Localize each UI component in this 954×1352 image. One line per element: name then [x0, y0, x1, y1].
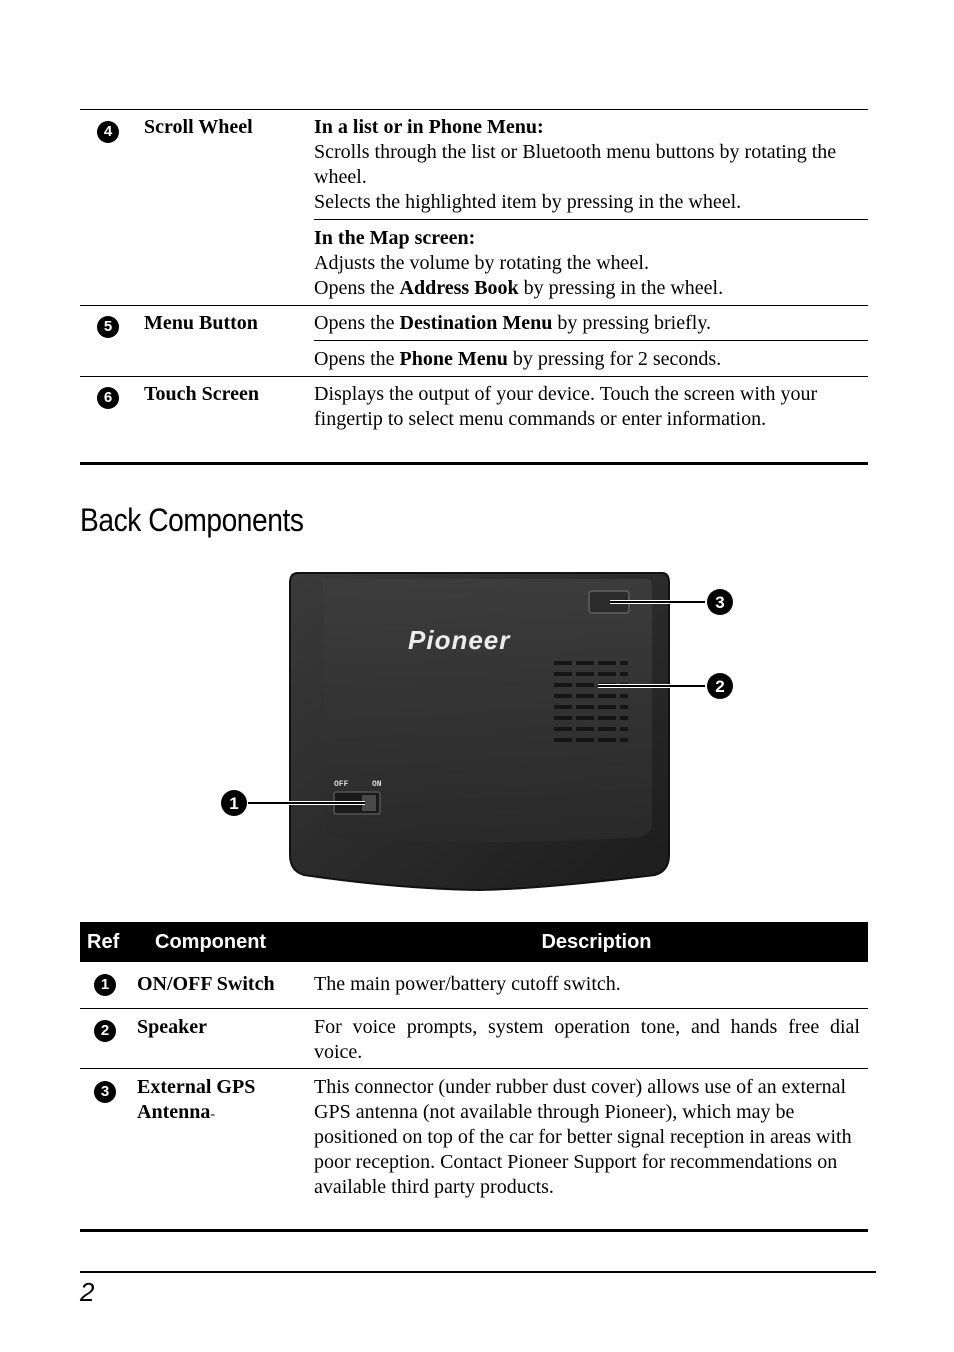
pioneer-logo: Pioneer [408, 625, 511, 655]
header-ref: Ref [87, 930, 120, 953]
switch-off-label: OFF [334, 780, 349, 789]
description-cell [314, 341, 868, 376]
section-heading: Back Components [80, 502, 304, 538]
table-bottom-rule [80, 462, 868, 465]
number-badge-icon: 1 [94, 974, 116, 996]
callout-number: 3 [715, 593, 725, 612]
device-back-illustration [200, 565, 760, 895]
switch-on-label: ON [372, 780, 382, 789]
device-back-figure [200, 565, 760, 895]
description-lead: In a list or in Phone Menu: [314, 116, 544, 138]
component-name: ON/OFF Switch [137, 973, 275, 995]
description-cell: For voice prompts, system operation tone, and hands free dial voice. [314, 1016, 860, 1063]
table-row [80, 305, 868, 376]
table-row [80, 1069, 868, 1229]
table-header-row [80, 922, 868, 962]
description-text: by pressing briefly. [552, 312, 712, 334]
component-name: Touch Screen [144, 383, 260, 405]
component-name [137, 1069, 314, 1229]
description-cell [314, 220, 868, 305]
front-components-table-continued [80, 109, 868, 462]
description-bold: Address Book [399, 277, 519, 299]
component-name-text: External GPS Antenna [137, 1076, 256, 1123]
number-badge-icon: 2 [94, 1020, 116, 1042]
component-name: Speaker [137, 1016, 207, 1038]
header-component: Component [155, 930, 267, 953]
description-text: by pressing in the wheel. [518, 277, 724, 299]
page-number: 2 [80, 1277, 95, 1307]
description-bold: Destination Menu [399, 312, 553, 334]
description-text: by pressing for 2 seconds. [507, 348, 722, 370]
table-row [80, 376, 868, 462]
number-badge-icon: 4 [97, 121, 119, 143]
table-row [80, 109, 868, 305]
description-lead: In the Map screen: [314, 227, 476, 249]
description-cell: The main power/battery cutoff switch. [314, 973, 621, 995]
component-name: Menu Button [144, 312, 258, 334]
description-cell: This connector (under rubber dust cover) allows use of an external GPS antenna (not available through Pioneer), which may be positioned on top of the car for better signal reception in areas with poor reception. Contact Pioneer Support for recommendations on available third party products. [314, 1076, 852, 1198]
description-text: Opens the [314, 277, 400, 299]
callout-number: 1 [229, 794, 239, 813]
description-bold: Phone Menu [399, 348, 508, 370]
description-line: Selects the highlighted item by pressing in the wheel. [314, 191, 742, 213]
table-row [80, 962, 868, 1008]
table-bottom-rule [80, 1229, 868, 1232]
description-line: Scrolls through the list or Bluetooth menu buttons by rotating the wheel. [314, 141, 837, 188]
table-row [80, 1009, 868, 1068]
component-name-suffix: - [210, 1107, 216, 1122]
description-cell: Displays the output of your device. Touch the screen with your fingertip to select menu commands or enter information. [314, 383, 818, 430]
back-components-table [80, 922, 868, 1232]
number-badge-icon: 5 [97, 316, 119, 338]
description-cell [314, 305, 868, 340]
description-cell [314, 109, 868, 219]
component-name: Scroll Wheel [144, 116, 253, 138]
footer-rule [80, 1271, 876, 1273]
description-text: Opens the [314, 312, 400, 334]
number-badge-icon: 6 [97, 387, 119, 409]
callout-number: 2 [715, 677, 725, 696]
header-description: Description [541, 930, 652, 953]
description-line: Adjusts the volume by rotating the wheel. [314, 252, 649, 274]
description-text: Opens the [314, 348, 400, 370]
number-badge-icon: 3 [94, 1081, 116, 1103]
